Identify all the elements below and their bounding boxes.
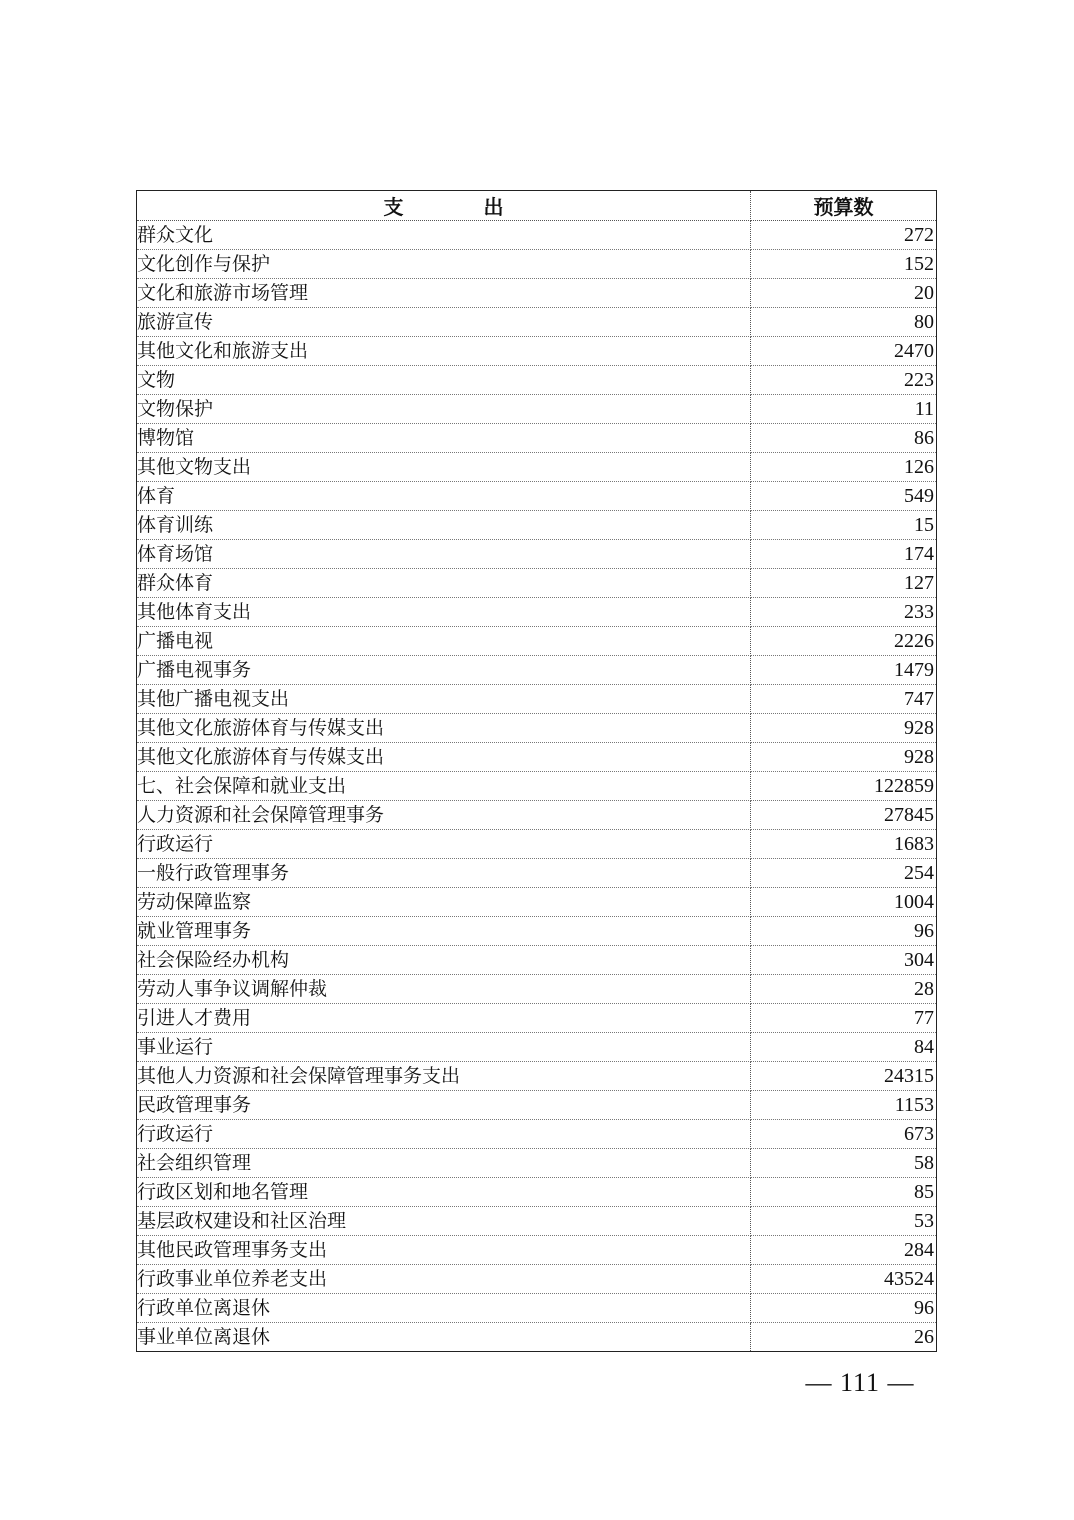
row-budget-value: 84 [751,1033,937,1062]
page-number: — 111 — [805,1368,915,1397]
row-item-name: 群众体育 [137,569,751,598]
row-item-name: 广播电视事务 [137,656,751,685]
table-row [137,1004,937,1033]
row-budget-value: 122859 [751,772,937,801]
row-item-name: 群众文化 [137,221,751,250]
row-item-name: 体育场馆 [137,540,751,569]
row-item-name: 就业管理事务 [137,917,751,946]
row-budget-value: 77 [751,1004,937,1033]
row-budget-value: 27845 [751,801,937,830]
row-budget-value: 254 [751,859,937,888]
row-item-name: 文物保护 [137,395,751,424]
row-item-name: 行政运行 [137,1120,751,1149]
table-row [137,627,937,656]
row-budget-value: 747 [751,685,937,714]
table-row [137,714,937,743]
table-row [137,743,937,772]
row-budget-value: 11 [751,395,937,424]
row-item-name: 行政单位离退休 [137,1294,751,1323]
row-budget-value: 174 [751,540,937,569]
table-row [137,1033,937,1062]
row-item-name: 劳动保障监察 [137,888,751,917]
row-item-name: 其他体育支出 [137,598,751,627]
table-row [137,366,937,395]
row-item-name: 引进人才费用 [137,1004,751,1033]
table-row [137,801,937,830]
row-budget-value: 96 [751,917,937,946]
table-row [137,917,937,946]
row-item-name: 其他文化旅游体育与传媒支出 [137,714,751,743]
table-row [137,946,937,975]
row-item-name: 基层政权建设和社区治理 [137,1207,751,1236]
row-budget-value: 928 [751,714,937,743]
table-row [137,424,937,453]
table-row [137,482,937,511]
table-row [137,656,937,685]
row-budget-value: 272 [751,221,937,250]
row-budget-value: 1479 [751,656,937,685]
row-item-name: 行政运行 [137,830,751,859]
table-row [137,1120,937,1149]
row-budget-value: 284 [751,1236,937,1265]
row-budget-value: 58 [751,1149,937,1178]
row-budget-value: 1683 [751,830,937,859]
row-budget-value: 24315 [751,1062,937,1091]
table-row [137,685,937,714]
table-row [137,395,937,424]
row-budget-value: 126 [751,453,937,482]
table-row [137,337,937,366]
row-item-name: 体育 [137,482,751,511]
row-item-name: 其他文化和旅游支出 [137,337,751,366]
table-row [137,1062,937,1091]
table-row [137,1091,937,1120]
table-row [137,598,937,627]
table-body [137,221,937,1352]
row-item-name: 其他文化旅游体育与传媒支出 [137,743,751,772]
row-item-name: 广播电视 [137,627,751,656]
row-item-name: 社会组织管理 [137,1149,751,1178]
row-budget-value: 85 [751,1178,937,1207]
row-budget-value: 80 [751,308,937,337]
table-row [137,453,937,482]
table-row [137,975,937,1004]
row-item-name: 事业运行 [137,1033,751,1062]
row-item-name: 事业单位离退休 [137,1323,751,1352]
table-row [137,1149,937,1178]
row-budget-value: 304 [751,946,937,975]
row-budget-value: 86 [751,424,937,453]
row-budget-value: 223 [751,366,937,395]
table-row [137,1207,937,1236]
header-expenditure: 支 出 [137,191,751,221]
budget-table [136,190,937,1352]
row-budget-value: 233 [751,598,937,627]
row-budget-value: 15 [751,511,937,540]
row-budget-value: 928 [751,743,937,772]
table-row [137,1323,937,1352]
row-budget-value: 53 [751,1207,937,1236]
header-budget-amount: 预算数 [751,191,937,221]
table-row [137,1178,937,1207]
row-item-name: 文化和旅游市场管理 [137,279,751,308]
row-item-name: 博物馆 [137,424,751,453]
row-budget-value: 673 [751,1120,937,1149]
row-item-name: 人力资源和社会保障管理事务 [137,801,751,830]
table-row [137,569,937,598]
row-item-name: 其他人力资源和社会保障管理事务支出 [137,1062,751,1091]
row-item-name: 旅游宣传 [137,308,751,337]
row-item-name: 其他民政管理事务支出 [137,1236,751,1265]
row-budget-value: 127 [751,569,937,598]
row-item-name: 体育训练 [137,511,751,540]
row-item-name: 其他广播电视支出 [137,685,751,714]
table-row [137,511,937,540]
table-row [137,888,937,917]
table-row [137,1236,937,1265]
table-row [137,1265,937,1294]
table-row [137,1294,937,1323]
row-item-name: 一般行政管理事务 [137,859,751,888]
row-budget-value: 1153 [751,1091,937,1120]
row-item-name: 行政事业单位养老支出 [137,1265,751,1294]
row-item-name: 民政管理事务 [137,1091,751,1120]
row-budget-value: 549 [751,482,937,511]
table-row [137,250,937,279]
table-row [137,308,937,337]
row-budget-value: 96 [751,1294,937,1323]
row-item-name: 行政区划和地名管理 [137,1178,751,1207]
row-budget-value: 28 [751,975,937,1004]
row-item-name: 社会保险经办机构 [137,946,751,975]
table-row [137,830,937,859]
row-item-name: 七、社会保障和就业支出 [137,772,751,801]
row-budget-value: 1004 [751,888,937,917]
row-budget-value: 43524 [751,1265,937,1294]
row-item-name: 文物 [137,366,751,395]
table-row [137,221,937,250]
row-budget-value: 2226 [751,627,937,656]
table-row [137,859,937,888]
table-row [137,772,937,801]
row-budget-value: 2470 [751,337,937,366]
table-row [137,279,937,308]
row-budget-value: 20 [751,279,937,308]
table-row [137,540,937,569]
row-item-name: 文化创作与保护 [137,250,751,279]
row-item-name: 劳动人事争议调解仲裁 [137,975,751,1004]
table-header-row [137,191,937,221]
row-budget-value: 152 [751,250,937,279]
row-budget-value: 26 [914,1326,934,1348]
row-item-name: 其他文物支出 [137,453,751,482]
